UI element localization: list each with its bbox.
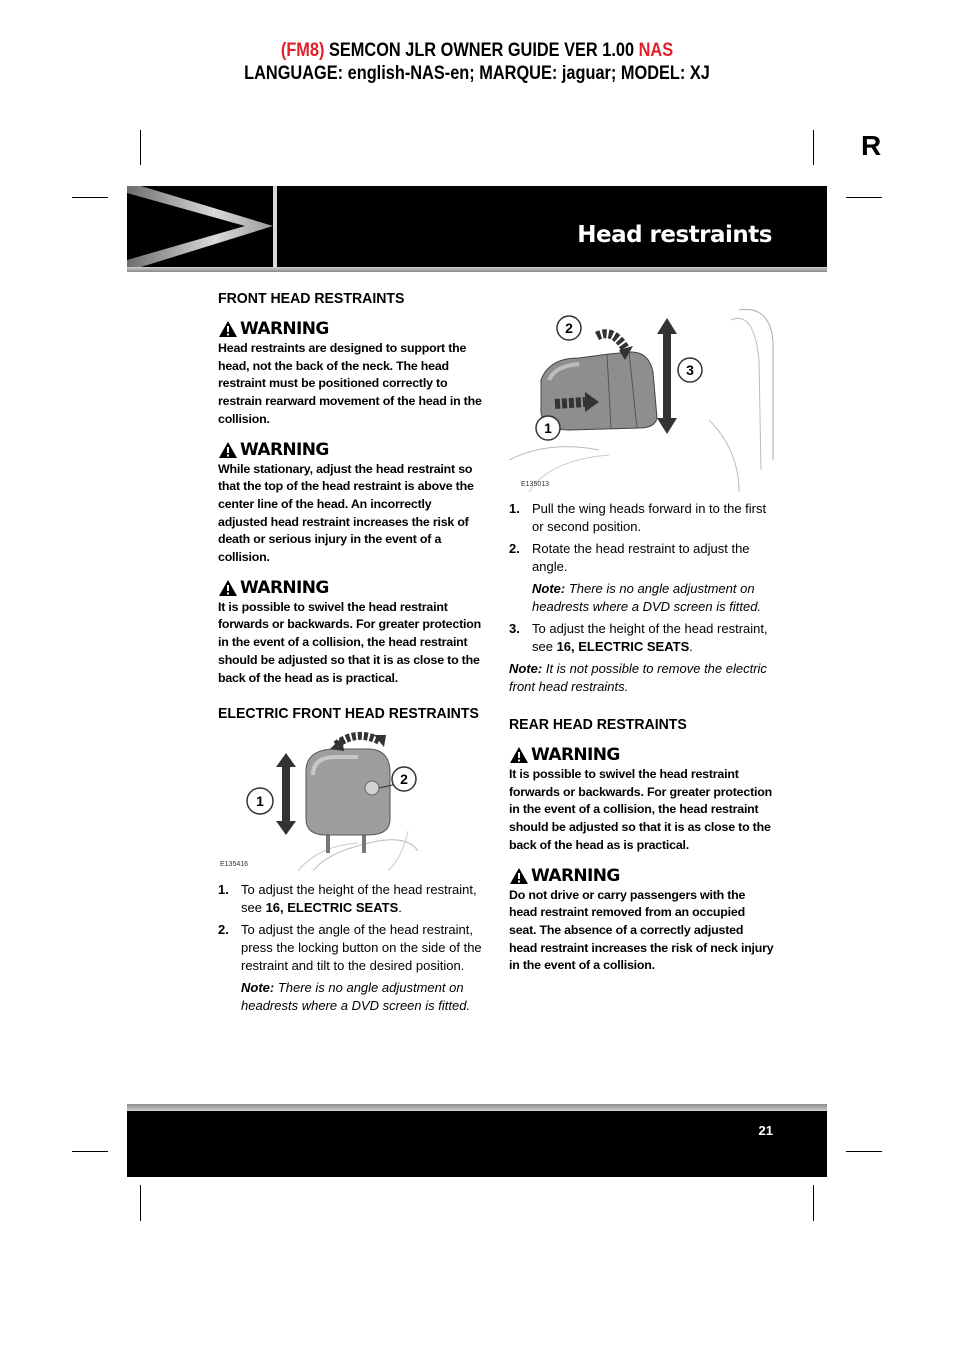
warning-triangle-icon — [509, 746, 529, 764]
section-heading-rear: REAR HEAD RESTRAINTS — [509, 716, 687, 733]
header-main: SEMCON JLR OWNER GUIDE VER 1.00 — [324, 40, 639, 61]
chapter-title: Head restraints — [577, 222, 772, 248]
warning-heading — [218, 320, 483, 338]
crop-mark — [72, 1151, 108, 1152]
crop-mark — [846, 197, 882, 198]
figure-callout: 2 — [400, 771, 408, 788]
warning-text: It is possible to swivel the head restraint forwards or backwards. For greater protection in the event of a collision, the head restraint should be adjusted so that it is as close to the back of the head as is practical. — [509, 767, 772, 852]
list-item: 2. Rotate the head restraint to adjust the angle. — [509, 541, 750, 574]
header-suffix: NAS — [638, 40, 674, 61]
cross-reference-link[interactable]: 16, ELECTRIC SEATS — [556, 639, 690, 654]
warning-heading — [218, 441, 483, 459]
warning-label: WARNING — [240, 319, 329, 339]
section-tab-letter: R — [861, 130, 882, 161]
section-heading-front: FRONT HEAD RESTRAINTS — [218, 290, 405, 307]
chapter-banner — [127, 186, 827, 272]
warning-label: WARNING — [240, 439, 329, 460]
warning-triangle-icon — [218, 441, 238, 459]
section-heading-electric: ELECTRIC FRONT HEAD RESTRAINTS — [218, 705, 479, 723]
footer-stripe — [127, 1104, 827, 1111]
crop-mark — [813, 1185, 814, 1221]
figure-code: E135013 — [521, 481, 550, 488]
crop-mark — [72, 197, 108, 198]
warning-label: WARNING — [531, 745, 620, 765]
crop-mark — [813, 130, 814, 165]
page-number: 21 — [758, 1123, 773, 1138]
warning-text: Do not drive or carry passengers with the head restraint removed from an occupied seat. The absence of a correctly adjusted head restraint increases the risk of neck injury in the event of a collision. — [509, 887, 774, 973]
cross-reference-link[interactable]: 16, ELECTRIC SEATS — [265, 900, 399, 916]
banner-divider — [273, 186, 277, 267]
left-column — [218, 290, 483, 1019]
warning-heading — [509, 867, 774, 885]
crop-mark — [846, 1151, 882, 1152]
warning-text: It is possible to swivel the head restraint forwards or backwards. For greater protection in the event of a collision, the head restraint should be adjusted so that it is as close to the back of the head as is practical. — [218, 599, 481, 685]
figure-callout: 1 — [256, 793, 264, 810]
note: Note: It is not possible to remove the electric front head restraints. — [509, 661, 767, 694]
note: Note: There is no angle adjustment on headrests where a DVD screen is fitted. — [241, 980, 471, 1014]
figure-code: E135416 — [220, 861, 249, 869]
warning-triangle-icon — [509, 867, 529, 885]
warning-triangle-icon — [218, 320, 238, 338]
figure-callout: 3 — [686, 362, 694, 378]
note: Note: There is no angle adjustment on headrests where a DVD screen is fitted. — [532, 581, 762, 614]
figure-callout: 1 — [544, 420, 552, 436]
warning-heading — [509, 746, 774, 764]
chevron-arrow-icon — [127, 186, 273, 267]
list-item: 2. To adjust the angle of the head restraint, press the locking button on the side of the restraint and tilt to the desired position. — [218, 922, 482, 974]
list-item: 1. To adjust the height of the head restraint, see 16, ELECTRIC SEATS. — [218, 882, 477, 916]
warning-text: While stationary, adjust the head restraint so that the top of the head restraint is above the center line of the head. An incorrectly adjusted head restraint increases the risk of death or serious injury in the event of a collision. — [218, 461, 474, 565]
doc-header-line2: LANGUAGE: english-NAS-en; MARQUE: jaguar; MODEL: XJ — [244, 63, 710, 84]
header-prefix: (FM8) — [280, 40, 325, 61]
crop-mark — [140, 1185, 141, 1221]
warning-triangle-icon — [218, 579, 238, 597]
warning-label: WARNING — [531, 865, 620, 886]
wing-head-restraint-figure — [509, 300, 774, 492]
electric-head-restraint-figure — [218, 731, 418, 871]
doc-header-line1 — [67, 40, 887, 62]
figure-callout: 2 — [565, 320, 573, 336]
warning-text: Head restraints are designed to support the head, not the back of the neck. The head restraint must be positioned correctly to restrain rearward movement of the head in the collision. — [218, 341, 482, 426]
list-item: 3. To adjust the height of the head restraint, see 16, ELECTRIC SEATS. — [509, 621, 768, 654]
crop-mark — [140, 130, 141, 165]
right-column — [509, 300, 774, 987]
list-item: 1. Pull the wing heads forward in to the first or second position. — [509, 501, 767, 534]
page-footer — [127, 1104, 827, 1177]
warning-heading — [218, 579, 483, 597]
banner-stripe — [127, 267, 827, 272]
warning-label: WARNING — [240, 577, 329, 598]
